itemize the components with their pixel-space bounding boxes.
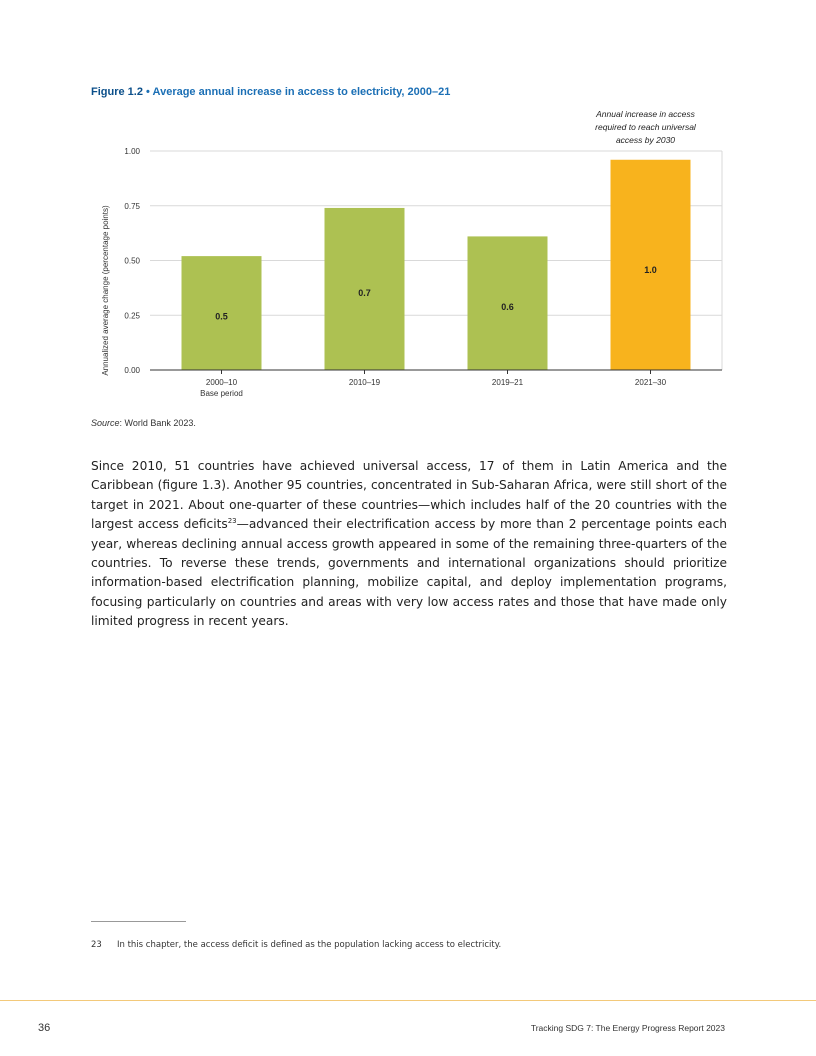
chart-annotation — [595, 109, 697, 145]
x-tick-label: Base period — [200, 389, 243, 398]
y-tick-label: 0.00 — [124, 366, 140, 375]
x-tick-label: 2021–30 — [634, 378, 667, 387]
footnote-text: In this chapter, the access deficit is defined as the population lacking access to electricity. — [117, 940, 502, 950]
source-note — [91, 418, 196, 428]
y-axis — [101, 147, 141, 376]
source-text: : World Bank 2023. — [119, 418, 196, 428]
bar-value-label: 0.6 — [501, 301, 514, 312]
x-tick-label: 2000–10 — [205, 378, 238, 387]
x-tick-label: 2010–19 — [348, 378, 381, 387]
footnote-divider — [91, 921, 186, 922]
figure-title-text: Average annual increase in access to electricity, 2000–21 — [152, 86, 451, 98]
y-tick-label: 0.75 — [124, 201, 140, 211]
annotation-line: required to reach universal — [595, 122, 696, 132]
running-footer-title: Tracking SDG 7: The Energy Progress Report 2023 — [530, 1023, 725, 1033]
figure-number: Figure 1.2 — [91, 86, 143, 98]
footnote-number: 23 — [91, 940, 102, 950]
x-tick-label: 2019–21 — [491, 378, 524, 387]
bar-value-label: 0.7 — [358, 288, 371, 299]
y-tick-label: 1.00 — [124, 147, 140, 156]
bar-chart — [0, 0, 816, 410]
y-tick-label: 0.50 — [124, 256, 140, 266]
body-text-part-2: —advanced their electrification access by more than 2 percentage points each year, whereas declining annual access growth appeared in some of the remaining three-quarters of the countries. To reverse these trends, governments and international organizations should prioritize information-based electrification planning, mobilize capital, and deploy implementation programs, focusing particularly on countries and areas with very low access rates and those that have made only limited progress in recent years. — [91, 517, 727, 629]
chart-bars — [182, 160, 691, 370]
y-axis-title: Annualized average change (percentage points) — [101, 205, 110, 376]
annotation-line: Annual increase in access — [596, 109, 695, 119]
body-text-part-1: Since 2010, 51 countries have achieved universal access, 17 of them in Latin America and the Caribbean (figure 1.3). Another 95 countries, concentrated in Sub-Saharan Africa, were still short of the target in 2021. About one-quarter of these countries—which includes half of the 20 countries with the largest access deficits — [91, 459, 727, 532]
footnote — [91, 940, 501, 950]
source-label: Source — [91, 418, 120, 428]
annotation-line: access by 2030 — [615, 135, 676, 145]
figure-separator: • — [146, 86, 150, 98]
bar-value-label: 1.0 — [644, 265, 657, 276]
x-axis — [150, 370, 722, 398]
footnote-ref[interactable]: 23 — [227, 517, 237, 526]
body-paragraph — [91, 457, 727, 632]
page-footer-rule — [0, 1000, 816, 1001]
page-number: 36 — [38, 1022, 51, 1034]
y-tick-label: 0.25 — [124, 311, 140, 321]
bar-value-label: 0.5 — [215, 311, 228, 322]
